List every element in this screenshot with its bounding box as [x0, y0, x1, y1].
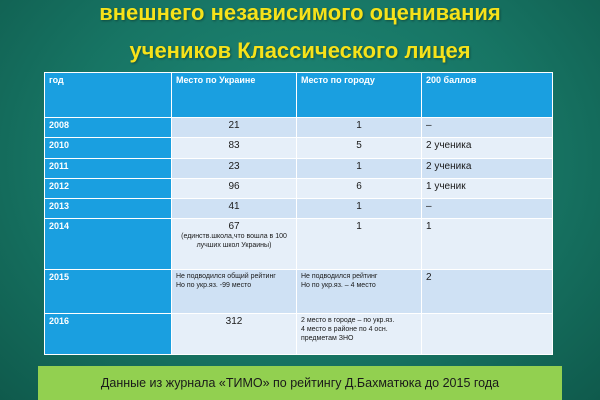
row-ukraine-place: 312: [172, 314, 297, 355]
row-year: 2013: [45, 199, 172, 219]
title-line-2: учеников Классического лицея: [129, 38, 471, 63]
row-year: 2016: [45, 314, 172, 355]
row-ukraine-place: 67: [228, 221, 240, 233]
row-ukraine-place: 41: [172, 199, 297, 219]
title-line-1: внешнего независимого оценивания: [99, 0, 501, 25]
row-city-note: Не подводился рейтинг Но по укр.яз. – 4 место: [301, 272, 378, 289]
row-200-points: –: [422, 118, 553, 138]
table-row: [45, 219, 553, 270]
row-ukraine-note: Не подводился общий рейтинг Но по укр.яз. -99 место: [176, 272, 276, 289]
table-header-row: [45, 73, 553, 118]
row-year: 2015: [45, 269, 172, 314]
row-year: 2012: [45, 178, 172, 198]
row-ukraine-place: 23: [172, 158, 297, 178]
row-200-points: 2: [422, 269, 553, 314]
row-city-place: 1: [297, 219, 422, 270]
row-200-points: 1: [422, 219, 553, 270]
row-city-note: 2 место в городе – по укр.яз. 4 место в районе по 4 осн. предметам ЗНО: [301, 317, 395, 343]
table-row: [45, 269, 553, 314]
row-year: 2008: [45, 118, 172, 138]
row-ukraine-place: 21: [172, 118, 297, 138]
table-row: [45, 118, 553, 138]
row-year: 2010: [45, 138, 172, 158]
table-row: [45, 158, 553, 178]
header-200-points: 200 баллов: [422, 73, 553, 118]
row-200-points: –: [422, 199, 553, 219]
table-row: [45, 314, 553, 355]
row-200-points: 2 ученика: [422, 158, 553, 178]
source-note-banner: Данные из журнала «ТИМО» по рейтингу Д.Бахматюка до 2015 года: [38, 366, 562, 400]
row-city-place: 1: [297, 118, 422, 138]
row-ukraine-place: 96: [172, 178, 297, 198]
table-row: [45, 138, 553, 158]
row-200-points: [422, 314, 553, 355]
row-year: 2011: [45, 158, 172, 178]
row-200-points: 1 ученик: [422, 178, 553, 198]
row-city-place-cell: [297, 314, 422, 355]
row-200-points: 2 ученика: [422, 138, 553, 158]
header-city-place: Место по городу: [297, 73, 422, 118]
header-ukraine-place: Место по Украине: [172, 73, 297, 118]
row-year: 2014: [45, 219, 172, 270]
slide-title: [0, 0, 600, 70]
row-city-place: 1: [297, 158, 422, 178]
row-city-place: 5: [297, 138, 422, 158]
header-year: год: [45, 73, 172, 118]
row-ukraine-place-cell: [172, 269, 297, 314]
row-ukraine-note: (единств.школа,что вошла в 100 лучших школ Украины): [181, 233, 287, 250]
row-ukraine-place: 83: [172, 138, 297, 158]
table-row: [45, 178, 553, 198]
row-city-place: 1: [297, 199, 422, 219]
row-city-place-cell: [297, 269, 422, 314]
results-table-container: [44, 72, 552, 355]
results-table: [44, 72, 553, 355]
row-ukraine-place-cell: [172, 219, 297, 270]
table-row: [45, 199, 553, 219]
row-city-place: 6: [297, 178, 422, 198]
